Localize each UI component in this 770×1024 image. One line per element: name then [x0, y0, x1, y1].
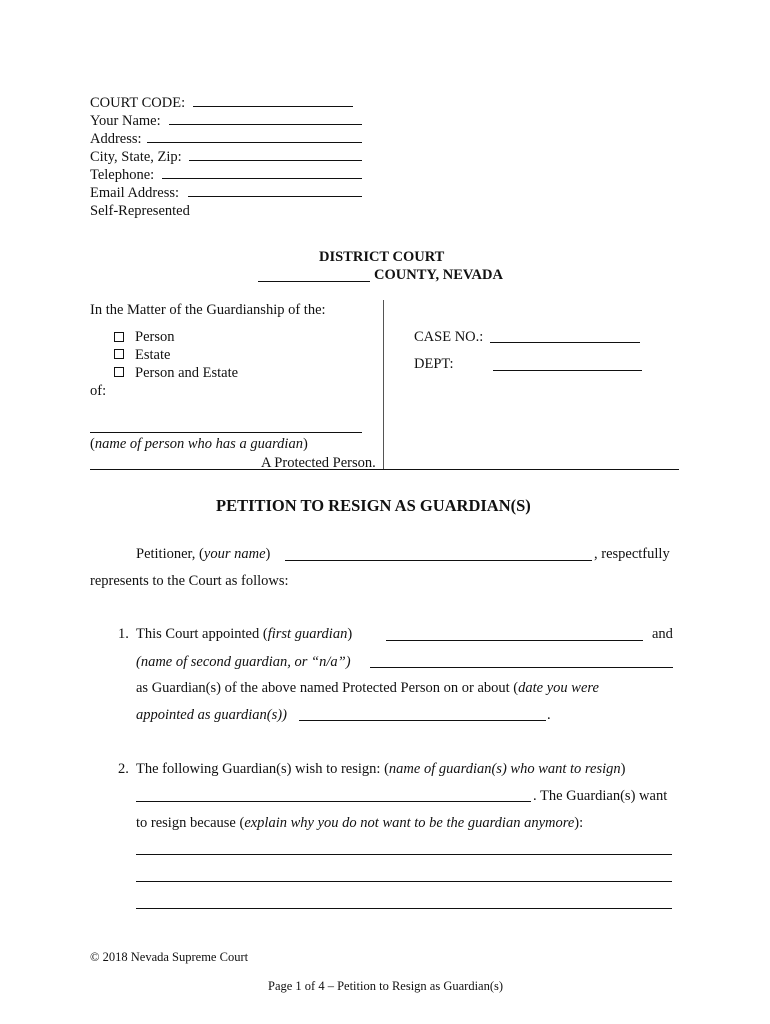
explain-hint: explain why you do not want to be the guardian anymore: [244, 815, 575, 831]
item1-appointed: [136, 626, 352, 643]
represents-text: represents to the Court as follows:: [90, 573, 289, 589]
court-county: COUNTY, NEVADA: [374, 267, 503, 283]
email-label: Email Address:: [90, 185, 180, 201]
case-no-label: CASE NO.:: [414, 329, 484, 345]
case-no-field[interactable]: [490, 342, 640, 343]
city-state-zip-field[interactable]: [189, 160, 362, 161]
person-option-label: Person: [135, 329, 175, 345]
protected-person-name-field[interactable]: [90, 432, 362, 433]
resign-because-text: [136, 815, 583, 832]
want-text: . The Guardian(s) want: [533, 788, 668, 804]
respectfully-text: , respectfully: [594, 546, 670, 562]
address-field[interactable]: [147, 142, 362, 143]
email-field[interactable]: [188, 196, 362, 197]
petitioner-close: ): [265, 546, 271, 562]
estate-checkbox[interactable]: [114, 349, 124, 359]
person-checkbox[interactable]: [114, 332, 124, 342]
your-name-hint: your name: [203, 546, 266, 562]
copyright-text: © 2018 Nevada Supreme Court: [90, 950, 249, 964]
county-field[interactable]: [258, 281, 370, 282]
petitioner-text: [136, 546, 270, 563]
person-and-estate-option-label: Person and Estate: [135, 365, 239, 381]
caption-divider: [383, 300, 384, 470]
name-hint-text: name of person who has a guardian: [94, 436, 303, 452]
reason-line-3[interactable]: [136, 908, 672, 909]
appointed-close: ): [347, 626, 353, 642]
wish-close: ): [620, 761, 626, 777]
appointed-label: This Court appointed (: [136, 626, 268, 642]
of-text: of:: [90, 383, 107, 399]
address-label: Address:: [90, 131, 142, 147]
reason-line-2[interactable]: [136, 881, 672, 882]
court-name: DISTRICT COURT: [319, 249, 445, 265]
city-state-zip-label: City, State, Zip:: [90, 149, 182, 165]
name-hint: (name of person who has a guardian): [90, 436, 308, 452]
telephone-label: Telephone:: [90, 167, 155, 183]
telephone-field[interactable]: [162, 178, 362, 179]
estate-option-label: Estate: [135, 347, 171, 363]
your-name-label: Your Name:: [90, 113, 161, 129]
resign-because-label: to resign because (: [136, 815, 245, 831]
appointed-date-field[interactable]: [299, 720, 546, 721]
resign-because-close: ):: [574, 815, 584, 831]
petitioner-label: Petitioner, (: [136, 546, 204, 562]
item2-wish: [136, 761, 625, 778]
dept-label: DEPT:: [414, 356, 454, 372]
as-guardians-text: [136, 680, 599, 697]
caption-bottom-rule: [90, 469, 679, 470]
court-code-field[interactable]: [193, 106, 353, 107]
item2-number: 2.: [118, 761, 129, 777]
first-guardian-field[interactable]: [386, 640, 643, 641]
second-guardian-field[interactable]: [370, 667, 673, 668]
resigning-guardian-field[interactable]: [136, 801, 531, 802]
item1-period: .: [547, 707, 551, 723]
protected-person-text: A Protected Person.: [261, 455, 376, 471]
dept-field[interactable]: [493, 370, 642, 371]
as-guardians-label: as Guardian(s) of the above named Protected Person on or about (: [136, 680, 519, 696]
first-guardian-hint: first guardian: [267, 626, 348, 642]
page-footer: Page 1 of 4 – Petition to Resign as Guardian(s): [268, 979, 504, 993]
your-name-field[interactable]: [169, 124, 362, 125]
court-code-label: COURT CODE:: [90, 95, 186, 111]
and-text: and: [652, 626, 673, 642]
petitioner-name-field[interactable]: [285, 560, 592, 561]
resigning-guardian-hint: name of guardian(s) who want to resign: [388, 761, 621, 777]
date-hint: date you were: [518, 680, 599, 696]
appointed-hint: appointed as guardian(s)): [136, 707, 287, 723]
self-represented-text: Self-Represented: [90, 203, 190, 219]
document-title: PETITION TO RESIGN AS GUARDIAN(S): [216, 496, 531, 515]
matter-text: In the Matter of the Guardianship of the:: [90, 302, 326, 318]
item1-number: 1.: [118, 626, 129, 642]
reason-line-1[interactable]: [136, 854, 672, 855]
person-and-estate-checkbox[interactable]: [114, 367, 124, 377]
wish-label: The following Guardian(s) wish to resign: (: [136, 761, 389, 777]
second-guardian-hint: (name of second guardian, or “n/a”): [136, 654, 351, 670]
